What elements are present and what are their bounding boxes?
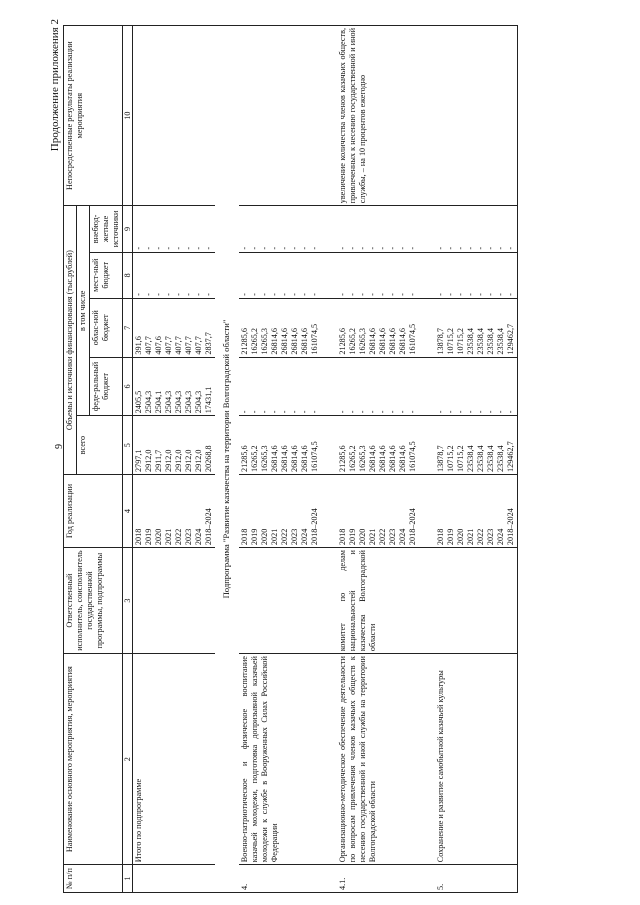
- cell-value: -: [194, 246, 203, 250]
- cell-value: 2912,0: [184, 449, 193, 472]
- header-total: всего: [77, 416, 123, 475]
- cell-value: -: [280, 410, 289, 414]
- total-cell: [239, 416, 321, 475]
- header-federal: феде-ральный бюджет: [90, 357, 123, 416]
- landscape-page: [49, 13, 629, 893]
- cell-value: 26814,6: [378, 445, 387, 472]
- cell-value: 2023: [486, 528, 495, 546]
- cell-value: -: [154, 293, 163, 296]
- cell-value: 2912,0: [194, 449, 203, 472]
- cell-value: 2024: [300, 528, 309, 546]
- cell-value: -: [204, 293, 213, 296]
- cell-value: -: [310, 293, 319, 296]
- cell-value: 2020: [260, 528, 269, 546]
- cell-value: 129462,7: [506, 441, 515, 472]
- cell-value: -: [338, 293, 347, 296]
- result-cell: [133, 26, 216, 206]
- row-num-cell: [133, 865, 216, 893]
- cell-value: -: [456, 246, 465, 250]
- cell-value: 26814,6: [398, 445, 407, 472]
- cell-value: -: [290, 410, 299, 414]
- cell-value: 16265,3: [260, 445, 269, 472]
- cell-value: -: [204, 246, 213, 250]
- cell-value: -: [134, 293, 143, 296]
- federal-cell: [337, 357, 419, 416]
- cell-value: -: [240, 293, 249, 296]
- header-executor: Ответственный исполнитель, соисполнитель государственной программы, подпрограммы: [64, 548, 123, 654]
- cell-value: 407,7: [194, 336, 203, 355]
- regional-cell: [337, 298, 419, 357]
- cell-value: -: [506, 293, 515, 296]
- regional-cell: [133, 298, 216, 357]
- cell-value: 26814,6: [300, 445, 309, 472]
- cell-value: 2023: [388, 528, 397, 546]
- cell-value: -: [378, 410, 387, 414]
- header-name: Наименование основного мероприятия, мероприятия: [64, 654, 123, 865]
- cell-value: 2911,7: [154, 449, 163, 472]
- federal-cell: [239, 357, 321, 416]
- funding-table: [63, 25, 518, 893]
- cell-value: 26814,6: [368, 445, 377, 472]
- cell-value: -: [476, 246, 485, 250]
- cell-value: 2021: [368, 528, 377, 546]
- row-num: 4.1.: [337, 865, 419, 893]
- cell-value: -: [250, 246, 259, 250]
- cell-value: -: [456, 410, 465, 414]
- cell-value: 2019: [144, 528, 153, 546]
- cell-value: 407,6: [154, 336, 163, 355]
- cell-value: -: [486, 410, 495, 414]
- cell-value: 23538,4: [486, 328, 495, 355]
- cell-value: -: [436, 246, 445, 250]
- extra-cell: [239, 206, 321, 252]
- col-number: 1: [123, 865, 133, 893]
- cell-value: -: [184, 293, 193, 296]
- extra-cell: [435, 206, 518, 252]
- cell-value: -: [194, 293, 203, 296]
- cell-value: 2019: [348, 528, 357, 546]
- col-number: 9: [123, 206, 133, 252]
- cell-value: -: [388, 410, 397, 414]
- cell-value: -: [378, 246, 387, 250]
- cell-value: -: [270, 293, 279, 296]
- cell-value: 23538,4: [466, 328, 475, 355]
- cell-value: -: [486, 293, 495, 296]
- regional-cell: [435, 298, 518, 357]
- cell-value: 16265,3: [358, 445, 367, 472]
- cell-value: -: [408, 410, 417, 414]
- result-cell: [435, 26, 518, 206]
- year-cell: [337, 474, 419, 547]
- cell-value: -: [358, 410, 367, 414]
- cell-value: -: [446, 410, 455, 414]
- cell-value: 13878,7: [436, 328, 445, 355]
- header-regional: облас-ной бюджет: [90, 298, 123, 357]
- cell-value: 407,7: [144, 336, 153, 355]
- cell-value: 16265,2: [348, 445, 357, 472]
- cell-value: 407,7: [164, 336, 173, 355]
- cell-value: 2021: [466, 528, 475, 546]
- cell-value: 2019: [446, 528, 455, 546]
- cell-value: 391,6: [134, 336, 143, 355]
- cell-value: 26814,6: [300, 328, 309, 355]
- cell-value: 2912,0: [164, 449, 173, 472]
- cell-value: 2504,3: [194, 390, 203, 414]
- total-cell: [133, 416, 216, 475]
- cell-value: 21285,6: [240, 328, 249, 355]
- cell-value: 2018–2024: [204, 508, 213, 546]
- row-executor: [133, 548, 216, 654]
- local-cell: [239, 252, 321, 298]
- cell-value: 26814,6: [290, 328, 299, 355]
- cell-value: 2023: [290, 528, 299, 546]
- cell-value: 26814,6: [270, 445, 279, 472]
- cell-value: -: [466, 246, 475, 250]
- cell-value: 407,7: [174, 336, 183, 355]
- cell-value: 2018: [436, 528, 445, 546]
- col-number: 7: [123, 298, 133, 357]
- cell-value: -: [144, 293, 153, 296]
- cell-value: 2021: [164, 528, 173, 546]
- cell-value: 16265,3: [358, 328, 367, 355]
- result-cell: увеличение количества членов казачьих обществ, привлеченных к несению государственной и иной службы, – на 10 процентов ежегодно: [337, 26, 419, 206]
- cell-value: 26814,6: [290, 445, 299, 472]
- cell-value: -: [496, 246, 505, 250]
- cell-value: -: [260, 293, 269, 296]
- cell-value: 161074,5: [310, 323, 319, 355]
- cell-value: 21285,6: [338, 328, 347, 355]
- cell-value: -: [270, 410, 279, 414]
- cell-value: 161074,5: [408, 323, 417, 355]
- cell-value: -: [388, 246, 397, 250]
- cell-value: 2018–2024: [506, 508, 515, 546]
- cell-value: -: [358, 293, 367, 296]
- total-cell: [337, 416, 419, 475]
- header-including: в том числе: [77, 206, 90, 416]
- cell-value: 2020: [358, 528, 367, 546]
- cell-value: 2018: [134, 528, 143, 546]
- cell-value: -: [144, 246, 153, 250]
- cell-value: -: [398, 246, 407, 250]
- cell-value: 2018–2024: [310, 508, 319, 546]
- continuation-label: Продолжение приложения 2: [49, 19, 61, 152]
- cell-value: 2022: [378, 528, 387, 546]
- cell-value: -: [358, 246, 367, 250]
- cell-value: 2019: [250, 528, 259, 546]
- cell-value: -: [506, 246, 515, 250]
- federal-cell: [133, 357, 216, 416]
- table-row: [337, 26, 419, 893]
- cell-value: -: [164, 246, 173, 250]
- cell-value: 23538,4: [466, 445, 475, 472]
- cell-value: -: [240, 246, 249, 250]
- header-local: мест-ный бюджет: [90, 252, 123, 298]
- cell-value: -: [250, 293, 259, 296]
- cell-value: 2504,3: [164, 390, 173, 414]
- cell-value: -: [398, 293, 407, 296]
- extra-cell: [337, 206, 419, 252]
- cell-value: -: [290, 293, 299, 296]
- cell-value: 26814,6: [378, 328, 387, 355]
- cell-value: -: [154, 246, 163, 250]
- cell-value: 2022: [476, 528, 485, 546]
- col-number: 4: [123, 474, 133, 547]
- cell-value: 2018: [240, 528, 249, 546]
- cell-value: 407,7: [184, 336, 193, 355]
- cell-value: 2018–2024: [408, 508, 417, 546]
- cell-value: 13878,7: [436, 445, 445, 472]
- col-number: 10: [123, 26, 133, 206]
- cell-value: 2837,7: [204, 332, 213, 355]
- cell-value: 2022: [280, 528, 289, 546]
- row-name: Военно-патриотическое и физическое воспитание казачьей молодежи, подготовка допризывной казачьей молодежи к службе в Вооруженных Силах Российской Федерации: [239, 654, 321, 865]
- cell-value: -: [496, 293, 505, 296]
- subprogram-title: Подпрограмма "Развитие казачества на территории Волгоградской области": [215, 26, 239, 893]
- cell-value: 26814,6: [280, 328, 289, 355]
- cell-value: 2022: [174, 528, 183, 546]
- cell-value: -: [388, 293, 397, 296]
- col-number: 3: [123, 548, 133, 654]
- cell-value: -: [250, 410, 259, 414]
- cell-value: -: [300, 410, 309, 414]
- cell-value: 16265,2: [250, 328, 259, 355]
- local-cell: [337, 252, 419, 298]
- cell-value: 23538,4: [486, 445, 495, 472]
- cell-value: 10715,2: [446, 328, 455, 355]
- row-name: Итого по подпрограмме: [133, 654, 216, 865]
- year-cell: [239, 474, 321, 547]
- cell-value: -: [476, 293, 485, 296]
- cell-value: 2504,1: [154, 390, 163, 414]
- cell-value: -: [290, 246, 299, 250]
- federal-cell: [435, 357, 518, 416]
- cell-value: 26814,6: [398, 328, 407, 355]
- cell-value: -: [348, 293, 357, 296]
- cell-value: 2024: [398, 528, 407, 546]
- row-name: Организационно-методическое обеспечение деятельности по вопросам привлечения членов казачьих обществ к несению государственной и иной службы на территории Волгоградской области: [337, 654, 419, 865]
- cell-value: 16265,3: [260, 328, 269, 355]
- cell-value: 2797,1: [134, 449, 143, 472]
- cell-value: 20268,8: [204, 445, 213, 472]
- cell-value: -: [456, 293, 465, 296]
- year-cell: [133, 474, 216, 547]
- cell-value: -: [338, 246, 347, 250]
- cell-value: -: [310, 410, 319, 414]
- cell-value: 2024: [496, 528, 505, 546]
- cell-value: -: [368, 410, 377, 414]
- row-num: 5.: [435, 865, 518, 893]
- header-num: № п/п: [64, 865, 123, 893]
- cell-value: -: [134, 246, 143, 250]
- result-cell: [239, 26, 321, 206]
- local-cell: [435, 252, 518, 298]
- header-financing: Объемы и источники финансирования (тыс.рублей): [64, 206, 77, 475]
- regional-cell: [239, 298, 321, 357]
- header-year: Год реализации: [64, 474, 123, 547]
- cell-value: 17431,1: [204, 386, 213, 414]
- page-number: 9: [54, 444, 65, 449]
- cell-value: 2405,5: [134, 390, 143, 414]
- cell-value: 26814,6: [388, 445, 397, 472]
- year-cell: [435, 474, 518, 547]
- col-number: 6: [123, 357, 133, 416]
- cell-value: -: [300, 246, 309, 250]
- cell-value: -: [310, 246, 319, 250]
- cell-value: 16265,2: [250, 445, 259, 472]
- row-name: Сохранение и развитие самобытной казачьей культуры: [435, 654, 518, 865]
- cell-value: -: [260, 246, 269, 250]
- total-cell: [435, 416, 518, 475]
- cell-value: -: [446, 246, 455, 250]
- cell-value: -: [338, 410, 347, 414]
- cell-value: -: [466, 293, 475, 296]
- cell-value: 26814,6: [270, 328, 279, 355]
- cell-value: -: [398, 410, 407, 414]
- cell-value: 2018: [338, 528, 347, 546]
- row-executor: комитет по делам национальностей и казачества Волгоградской области: [337, 548, 419, 654]
- col-number: 8: [123, 252, 133, 298]
- cell-value: -: [446, 293, 455, 296]
- cell-value: -: [240, 410, 249, 414]
- cell-value: 2912,0: [144, 449, 153, 472]
- cell-value: 10715,2: [446, 445, 455, 472]
- cell-value: 2023: [184, 528, 193, 546]
- table-row: [239, 26, 321, 893]
- cell-value: -: [260, 410, 269, 414]
- cell-value: 26814,6: [280, 445, 289, 472]
- table-row: [133, 26, 216, 893]
- cell-value: 129462,7: [506, 323, 515, 355]
- cell-value: -: [436, 293, 445, 296]
- cell-value: -: [184, 246, 193, 250]
- cell-value: 2020: [456, 528, 465, 546]
- header-extra: внебюд-жетные источники: [90, 206, 123, 252]
- col-number: 2: [123, 654, 133, 865]
- cell-value: 10715,2: [456, 445, 465, 472]
- cell-value: -: [300, 293, 309, 296]
- cell-value: -: [368, 246, 377, 250]
- subprogram-row: [215, 26, 239, 893]
- cell-value: -: [436, 410, 445, 414]
- cell-value: -: [408, 246, 417, 250]
- cell-value: -: [476, 410, 485, 414]
- table-row: [435, 26, 518, 893]
- cell-value: -: [466, 410, 475, 414]
- cell-value: 21285,6: [240, 445, 249, 472]
- cell-value: -: [348, 410, 357, 414]
- cell-value: 23538,4: [496, 445, 505, 472]
- cell-value: -: [368, 293, 377, 296]
- cell-value: 21285,6: [338, 445, 347, 472]
- cell-value: 2021: [270, 528, 279, 546]
- cell-value: -: [506, 410, 515, 414]
- cell-value: 2504,3: [174, 390, 183, 414]
- cell-value: 161074,5: [408, 441, 417, 472]
- cell-value: 16265,2: [348, 328, 357, 355]
- cell-value: 23538,4: [496, 328, 505, 355]
- row-executor: [435, 548, 518, 654]
- cell-value: -: [174, 293, 183, 296]
- cell-value: 2020: [154, 528, 163, 546]
- cell-value: -: [280, 246, 289, 250]
- cell-value: -: [348, 246, 357, 250]
- cell-value: -: [164, 293, 173, 296]
- cell-value: 23538,4: [476, 328, 485, 355]
- header-result: Непосредственные результаты реализации мероприятия: [64, 26, 123, 206]
- cell-value: -: [174, 246, 183, 250]
- cell-value: 161074,5: [310, 441, 319, 472]
- cell-value: 10715,2: [456, 328, 465, 355]
- cell-value: -: [496, 410, 505, 414]
- cell-value: 2912,0: [174, 449, 183, 472]
- col-number: 5: [123, 416, 133, 475]
- cell-value: -: [270, 246, 279, 250]
- cell-value: 2504,3: [144, 390, 153, 414]
- cell-value: 23538,4: [476, 445, 485, 472]
- cell-value: 2024: [194, 528, 203, 546]
- cell-value: 26814,6: [388, 328, 397, 355]
- cell-value: 26814,6: [368, 328, 377, 355]
- row-executor: [239, 548, 321, 654]
- cell-value: -: [408, 293, 417, 296]
- cell-value: -: [280, 293, 289, 296]
- extra-cell: [133, 206, 216, 252]
- local-cell: [133, 252, 216, 298]
- row-num: 4.: [239, 865, 321, 893]
- cell-value: 2504,3: [184, 390, 193, 414]
- cell-value: -: [486, 246, 495, 250]
- cell-value: -: [378, 293, 387, 296]
